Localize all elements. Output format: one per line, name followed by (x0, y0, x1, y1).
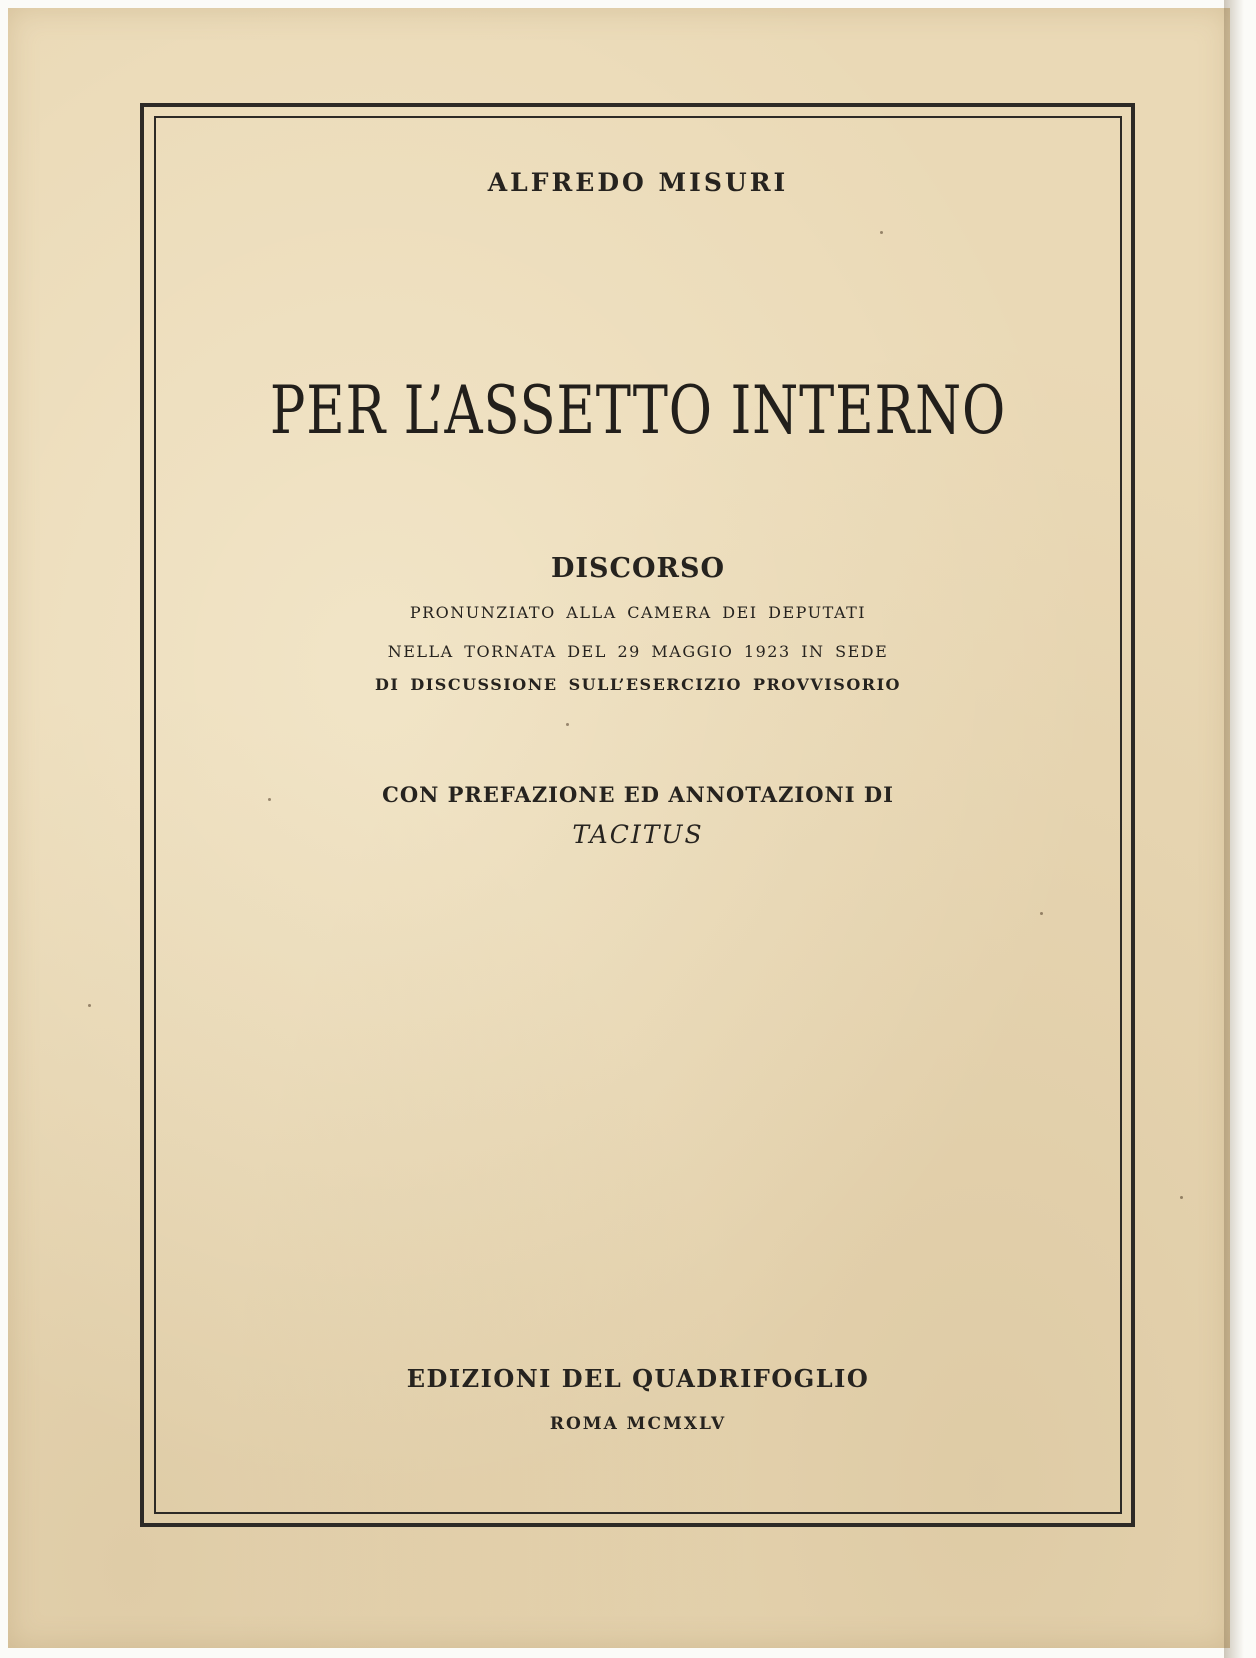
description-line: PRONUNZIATO ALLA CAMERA DEI DEPUTATI (409, 603, 867, 622)
author-name: ALFREDO MISURI (487, 168, 789, 197)
description-line: NELLA TORNATA DEL 29 MAGGIO 1923 IN SEDE (387, 642, 889, 661)
paper-speck (566, 723, 569, 726)
preface-author: TACITUS (572, 820, 704, 849)
paper-speck (268, 798, 271, 801)
publication-place-year: ROMA MCMXLV (549, 1414, 727, 1434)
publisher-name: EDIZIONI DEL QUADRIFOGLIO (406, 1364, 870, 1393)
book-subtitle: DISCORSO (550, 553, 725, 584)
preface-credit: CON PREFAZIONE ED ANNOTAZIONI DI (382, 782, 894, 807)
paper-speck (88, 1004, 91, 1007)
book-title: PER L’ASSETTO INTERNO (269, 372, 1007, 449)
cover-edge-shadow (1224, 0, 1244, 1658)
paper-speck (880, 231, 883, 234)
description-line: DI DISCUSSIONE SULL’ESERCIZIO PROVVISORIO (375, 675, 901, 694)
paper-speck (1040, 912, 1043, 915)
cover-frame-inner-border (154, 116, 1122, 1514)
paper-speck (1180, 1196, 1183, 1199)
